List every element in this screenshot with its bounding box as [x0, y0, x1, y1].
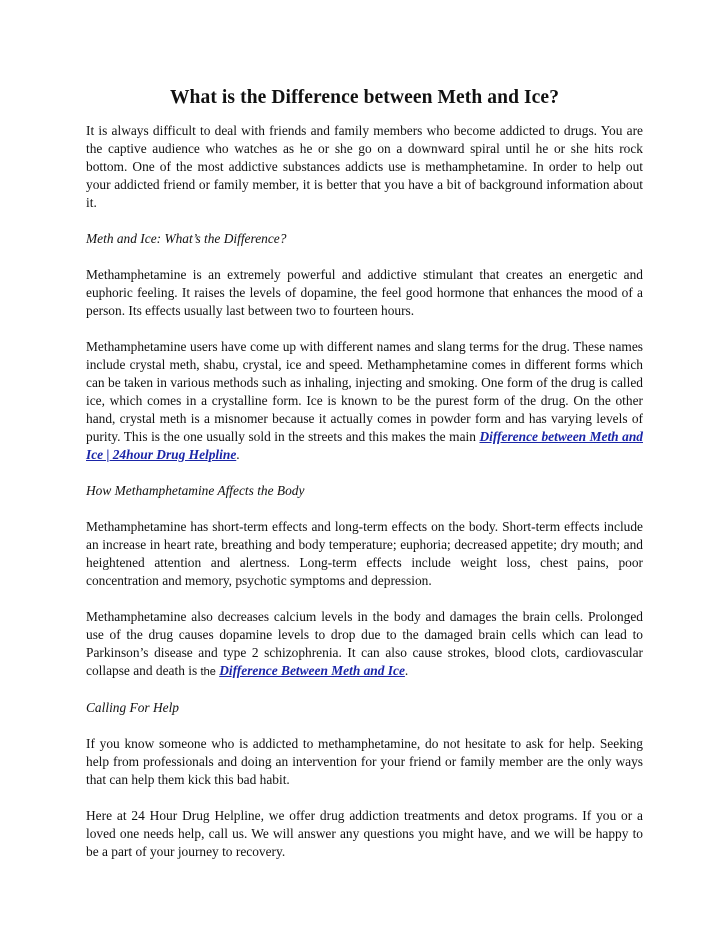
section-heading-help: Calling For Help	[86, 700, 179, 715]
section-heading-difference: Meth and Ice: What’s the Difference?	[86, 231, 287, 246]
names-paragraph-end: .	[236, 447, 240, 462]
stimulant-paragraph: Methamphetamine is an extremely powerful and addictive stimulant that creates an energetic and euphoric feeling. It raises the levels of dopamine, the feel good hormone that enhances the mood of a person. Its effects usually last between two to fourteen hours.	[86, 267, 643, 318]
calcium-paragraph-the: the	[200, 666, 216, 678]
document-page	[86, 86, 643, 879]
calcium-paragraph	[86, 608, 643, 681]
section-heading-body: How Methamphetamine Affects the Body	[86, 483, 305, 498]
closing-paragraph: Here at 24 Hour Drug Helpline, we offer drug addiction treatments and detox programs. If you or a loved one needs help, call us. We will answer any questions you might have, and we will be happy to be a part of your journey to recovery.	[86, 808, 643, 859]
calcium-paragraph-end: .	[404, 663, 409, 678]
page-title: What is the Difference between Meth and Ice?	[169, 87, 560, 108]
names-paragraph-text: Methamphetamine users have come up with different names and slang terms for the drug. These names include crystal meth, shabu, crystal, ice and speed. Methamphetamine comes in different forms which can be taken in various methods such as inhaling, injecting and smoking. One form of the drug is called ice, which comes in a crystalline form. Ice is known to be the purest form of the drug. On the other hand, crystal meth is a misnomer because it actually comes in powder form and has varying levels of purity. This is the one usually sold in the streets and this makes the main	[86, 339, 643, 444]
help-paragraph: If you know someone who is addicted to methamphetamine, do not hesitate to ask for help. Seeking help from professionals and doing an intervention for your friend or family member are the only ways that can help them kick this bad habit.	[86, 736, 643, 787]
difference-helpline-link[interactable]: Difference between Meth and Ice | 24hour Drug Helpline	[86, 429, 643, 462]
effects-paragraph: Methamphetamine has short-term effects and long-term effects on the body. Short-term effects include an increase in heart rate, breathing and body temperature; euphoria; decreased appetite; dry mouth; and heightened attention and alertness. Long-term effects include weight loss, chest pains, poor concentration and memory, psychotic symptoms and depression.	[86, 519, 643, 588]
names-paragraph	[86, 338, 643, 464]
calcium-paragraph-text: Methamphetamine also decreases calcium levels in the body and damages the brain cells. Prolonged use of the drug causes dopamine levels to drop due to the damaged brain cells which can lead to Parkinson’s disease and type 2 schizophrenia. It can also cause strokes, blood clots, cardiovascular collapse and death is	[86, 609, 643, 678]
difference-between-link[interactable]: Difference Between Meth and Ice	[219, 663, 405, 678]
intro-paragraph: It is always difficult to deal with friends and family members who become addicted to drugs. You are the captive audience who watches as he or she go on a downward spiral until he or she hits rock bottom. One of the most addictive substances addicts use is methamphetamine. In order to help out your addicted friend or family member, it is better that you have a bit of background information about it.	[86, 123, 643, 210]
